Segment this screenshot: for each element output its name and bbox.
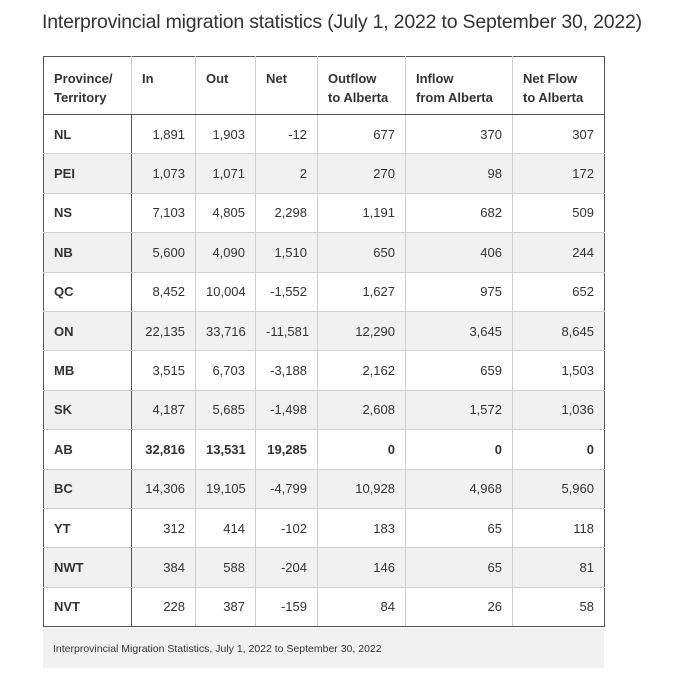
cell-province: PEI [44,154,132,193]
header-netflow-line2: to Alberta [523,90,584,105]
cell-in: 7,103 [132,193,196,232]
cell-outflow: 10,928 [318,469,406,508]
table-row [44,115,605,154]
cell-out: 13,531 [196,430,256,469]
cell-net: -4,799 [256,469,318,508]
cell-outflow: 650 [318,233,406,272]
cell-in: 14,306 [132,469,196,508]
cell-out: 10,004 [196,272,256,311]
cell-in: 312 [132,508,196,547]
cell-netflow: 5,960 [513,469,605,508]
cell-in: 4,187 [132,390,196,429]
cell-inflow: 26 [406,587,513,626]
cell-inflow: 370 [406,115,513,154]
cell-out: 4,090 [196,233,256,272]
cell-outflow: 677 [318,115,406,154]
cell-net: -12 [256,115,318,154]
cell-out: 1,071 [196,154,256,193]
cell-province: NVT [44,587,132,626]
cell-inflow: 1,572 [406,390,513,429]
cell-in: 3,515 [132,351,196,390]
cell-netflow: 1,503 [513,351,605,390]
cell-outflow: 1,627 [318,272,406,311]
cell-net: -102 [256,508,318,547]
cell-netflow: 652 [513,272,605,311]
header-inflow-line2: from Alberta [416,90,493,105]
header-netflow [513,57,605,115]
table-row [44,154,605,193]
cell-outflow: 84 [318,587,406,626]
table-row [44,469,605,508]
cell-netflow: 244 [513,233,605,272]
cell-outflow: 12,290 [318,311,406,350]
table-row [44,587,605,626]
cell-net: 2,298 [256,193,318,232]
header-outflow [318,57,406,115]
cell-net: 19,285 [256,430,318,469]
table-row [44,351,605,390]
header-out: Out [196,57,256,115]
cell-in: 5,600 [132,233,196,272]
cell-inflow: 65 [406,508,513,547]
header-outflow-line1: Outflow [328,71,377,86]
cell-out: 4,805 [196,193,256,232]
cell-outflow: 1,191 [318,193,406,232]
header-net: Net [256,57,318,115]
header-province [44,57,132,115]
table-row [44,548,605,587]
table-row [44,193,605,232]
cell-in: 1,891 [132,115,196,154]
migration-table [43,56,605,627]
header-province-line2: Territory [54,90,107,105]
cell-in: 1,073 [132,154,196,193]
cell-out: 6,703 [196,351,256,390]
cell-province: BC [44,469,132,508]
header-outflow-line2: to Alberta [328,90,389,105]
cell-outflow: 0 [318,430,406,469]
header-netflow-line1: Net Flow [523,71,578,86]
cell-province: NS [44,193,132,232]
cell-netflow: 81 [513,548,605,587]
cell-net: -159 [256,587,318,626]
cell-inflow: 975 [406,272,513,311]
cell-inflow: 659 [406,351,513,390]
table-row [44,430,605,469]
cell-netflow: 118 [513,508,605,547]
table-row [44,311,605,350]
table-caption: Interprovincial Migration Statistics, July 1, 2022 to September 30, 2022 [43,628,604,668]
table-row [44,233,605,272]
cell-netflow: 1,036 [513,390,605,429]
cell-out: 414 [196,508,256,547]
cell-inflow: 406 [406,233,513,272]
table-header-row [44,57,605,115]
table-row [44,272,605,311]
cell-province: MB [44,351,132,390]
cell-province: AB [44,430,132,469]
cell-outflow: 2,608 [318,390,406,429]
cell-netflow: 307 [513,115,605,154]
cell-outflow: 2,162 [318,351,406,390]
cell-province: NB [44,233,132,272]
cell-outflow: 270 [318,154,406,193]
cell-in: 384 [132,548,196,587]
cell-in: 228 [132,587,196,626]
cell-netflow: 0 [513,430,605,469]
cell-net: -3,188 [256,351,318,390]
header-province-line1: Province/ [54,71,113,86]
cell-province: NWT [44,548,132,587]
table-row [44,390,605,429]
cell-netflow: 172 [513,154,605,193]
cell-out: 5,685 [196,390,256,429]
cell-inflow: 65 [406,548,513,587]
table-row [44,508,605,547]
cell-province: NL [44,115,132,154]
cell-inflow: 682 [406,193,513,232]
cell-inflow: 4,968 [406,469,513,508]
cell-outflow: 146 [318,548,406,587]
cell-in: 8,452 [132,272,196,311]
cell-out: 1,903 [196,115,256,154]
cell-inflow: 3,645 [406,311,513,350]
cell-net: -1,552 [256,272,318,311]
cell-net: -1,498 [256,390,318,429]
cell-province: ON [44,311,132,350]
cell-outflow: 183 [318,508,406,547]
table-body [44,115,605,627]
cell-inflow: 0 [406,430,513,469]
cell-inflow: 98 [406,154,513,193]
cell-net: -204 [256,548,318,587]
cell-net: 1,510 [256,233,318,272]
cell-out: 33,716 [196,311,256,350]
cell-province: QC [44,272,132,311]
cell-netflow: 8,645 [513,311,605,350]
cell-out: 588 [196,548,256,587]
cell-netflow: 58 [513,587,605,626]
cell-out: 19,105 [196,469,256,508]
cell-in: 32,816 [132,430,196,469]
page-title: Interprovincial migration statistics (July 1, 2022 to September 30, 2022) [42,11,642,33]
cell-province: YT [44,508,132,547]
cell-province: SK [44,390,132,429]
header-in: In [132,57,196,115]
header-inflow-line1: Inflow [416,71,454,86]
cell-net: 2 [256,154,318,193]
cell-out: 387 [196,587,256,626]
cell-net: -11,581 [256,311,318,350]
cell-netflow: 509 [513,193,605,232]
cell-in: 22,135 [132,311,196,350]
header-inflow [406,57,513,115]
